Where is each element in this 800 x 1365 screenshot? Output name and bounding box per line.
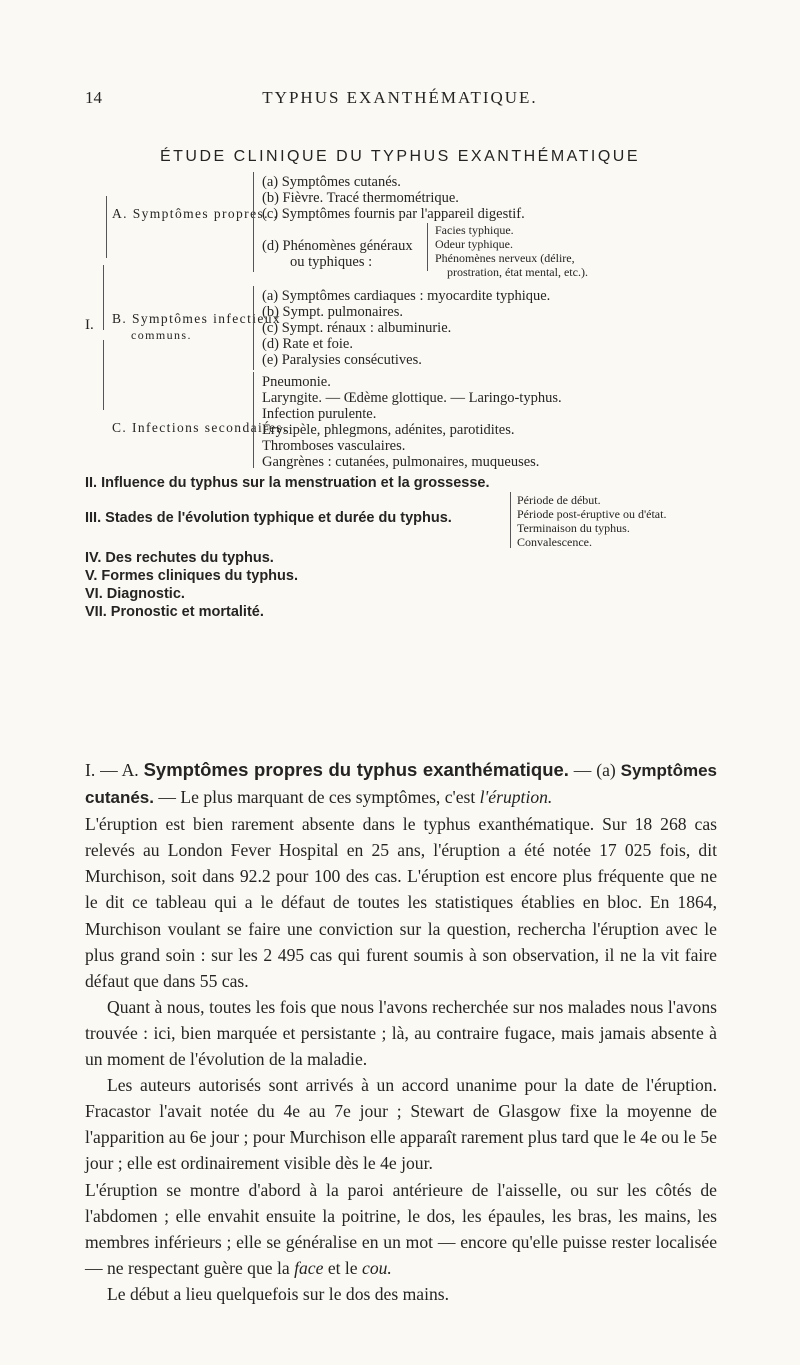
heading-prefix: I. — A. <box>85 760 139 780</box>
section-c-item-2: Laryngite. — Œdème glottique. — Laringo-typhus. <box>262 390 562 406</box>
section-b-label: B. Symptômes infectieux <box>112 311 282 326</box>
section-b-label-2: communs. <box>131 328 192 342</box>
paragraph-1: L'éruption est bien rarement absente dans le typhus exanthématique. Sur 18 268 cas relevés au London Fever Hospital en 25 ans, l'éruption a été notée 17 025 fois, dit Murchison, soit dans 92.2 pour 100 des cas. L'éruption est encore plus fréquente que ne le dit ce tableau qui a le défaut de toutes les statistiques établies en bloc. En 1864, Murchison voulant se faire une conviction sur la question, rechercha l'éruption avec le plus grand soin : sur les 2 495 cas qui furent soumis à son observation, il ne la vit faire défaut que dans 55 cas. <box>85 814 717 991</box>
part-i-bracket-bottom <box>103 340 104 410</box>
section-b-item-a: (a) Symptômes cardiaques : myocardite typhique. <box>262 288 551 304</box>
body-text <box>85 757 717 1307</box>
section-c-label: C. Infections secondaires. <box>112 420 288 435</box>
paragraph-2: Quant à nous, toutes les fois que nous l'avons recherchée sur nos malades nous l'avons trouvée : ici, bien marquée et persistante ; là, au contraire fugace, mais jamais absente à un moment de l'évolution de la maladie. <box>85 996 717 1070</box>
section-a-d-bracket <box>427 223 428 271</box>
paragraph-3: Les auteurs autorisés sont arrivés à un accord unanime pour la date de l'éruption. Fracastor l'avait notée du 4e au 7e jour ; Stewart de Glasgow fixe la moyenne de l'apparition au 6e jour ; pour Murchison elle apparaît rarement plus tard que le 4e ou le 5e jour ; elle est ordinairement visible dès le 4e jour. <box>85 1075 717 1174</box>
section-a-item-c: (c) Symptômes fournis par l'appareil digestif. <box>262 206 525 222</box>
running-title: TYPHUS EXANTHÉMATIQUE. <box>262 88 538 107</box>
section-b-item-c: (c) Sympt. rénaux : albuminurie. <box>262 320 452 336</box>
section-a-item-a: (a) Symptômes cutanés. <box>262 174 401 190</box>
part-i-numeral: I. <box>85 317 94 333</box>
stage-debut: Période de début. <box>517 493 601 507</box>
sub-italic: l'éruption. <box>479 787 553 808</box>
facies-typhique: Facies typhique. <box>435 223 514 237</box>
section-c-item-3: Infection purulente. <box>262 406 377 422</box>
stage-terminaison: Terminaison du typhus. <box>517 521 630 535</box>
odeur-typhique: Odeur typhique. <box>435 237 513 251</box>
heading-dash: — <box>573 760 592 780</box>
phenomenes-nerveux: Phénomènes nerveux (délire, <box>435 251 575 265</box>
section-b-items-bracket <box>253 286 254 370</box>
stage-post-eruptive: Période post-éruptive ou d'état. <box>517 507 667 521</box>
sub-text: — Le plus marquant de ces symptômes, c'est <box>158 787 476 808</box>
paragraph-4-and: et le <box>327 1257 358 1278</box>
section-b-item-b: (b) Sympt. pulmonaires. <box>262 304 403 320</box>
section-a-bracket <box>106 196 107 258</box>
section-c-items-bracket <box>253 372 254 468</box>
part-ii: II. Influence du typhus sur la menstruation et la grossesse. <box>85 475 490 491</box>
paragraph-4-face: face <box>294 1257 324 1278</box>
section-heading <box>85 757 717 811</box>
part-vii: VII. Pronostic et mortalité. <box>85 604 264 620</box>
section-a-item-d-label: (d) Phénomènes généraux <box>262 238 413 254</box>
sub-label: (a) <box>596 760 616 780</box>
section-a-label: A. Symptômes propres. . . <box>112 206 288 221</box>
section-c-item-1: Pneumonie. <box>262 374 331 390</box>
paragraph-4-text: L'éruption se montre d'abord à la paroi antérieure de l'aisselle, ou sur les côtés de l'abdomen ; elle envahit ensuite la poitrine, le dos, les épaules, les bras, les mains, les membres inférieurs ; elle se généralise en un mot — encore qu'elle puisse rester localisée — ne respectant guère que la <box>85 1179 717 1278</box>
section-c-item-6: Gangrènes : cutanées, pulmonaires, muqueuses. <box>262 454 540 470</box>
sub-heading: Symptômes cutanés. <box>85 761 717 808</box>
outline-title: ÉTUDE CLINIQUE DU TYPHUS EXANTHÉMATIQUE <box>159 148 641 165</box>
page-number: 14 <box>85 88 102 107</box>
heading-title: Symptômes propres du typhus exanthématique. <box>143 759 569 780</box>
section-a-item-b: (b) Fièvre. Tracé thermométrique. <box>262 190 459 206</box>
section-b-item-e: (e) Paralysies consécutives. <box>262 352 422 368</box>
part-i-bracket-top <box>103 265 104 330</box>
stage-convalescence: Convalescence. <box>517 535 592 549</box>
part-iii-bracket <box>510 492 511 548</box>
section-c-item-5: Thromboses vasculaires. <box>262 438 406 454</box>
paragraph-5: Le début a lieu quelquefois sur le dos des mains. <box>107 1283 450 1304</box>
section-a-items-bracket <box>253 172 254 272</box>
section-c-item-4: Érysipèle, phlegmons, adénites, parotidites. <box>262 422 515 438</box>
part-v: V. Formes cliniques du typhus. <box>85 568 298 584</box>
part-iii: III. Stades de l'évolution typhique et durée du typhus. <box>85 510 452 526</box>
section-b-item-d: (d) Rate et foie. <box>262 336 353 352</box>
paragraph-4 <box>85 1177 717 1281</box>
section-a-item-d-label-2: ou typhiques : <box>290 254 373 270</box>
part-vi: VI. Diagnostic. <box>85 586 185 602</box>
prostration: prostration, état mental, etc.). <box>447 265 588 279</box>
part-iv: IV. Des rechutes du typhus. <box>85 550 274 566</box>
paragraph-4-cou: cou. <box>362 1257 392 1278</box>
